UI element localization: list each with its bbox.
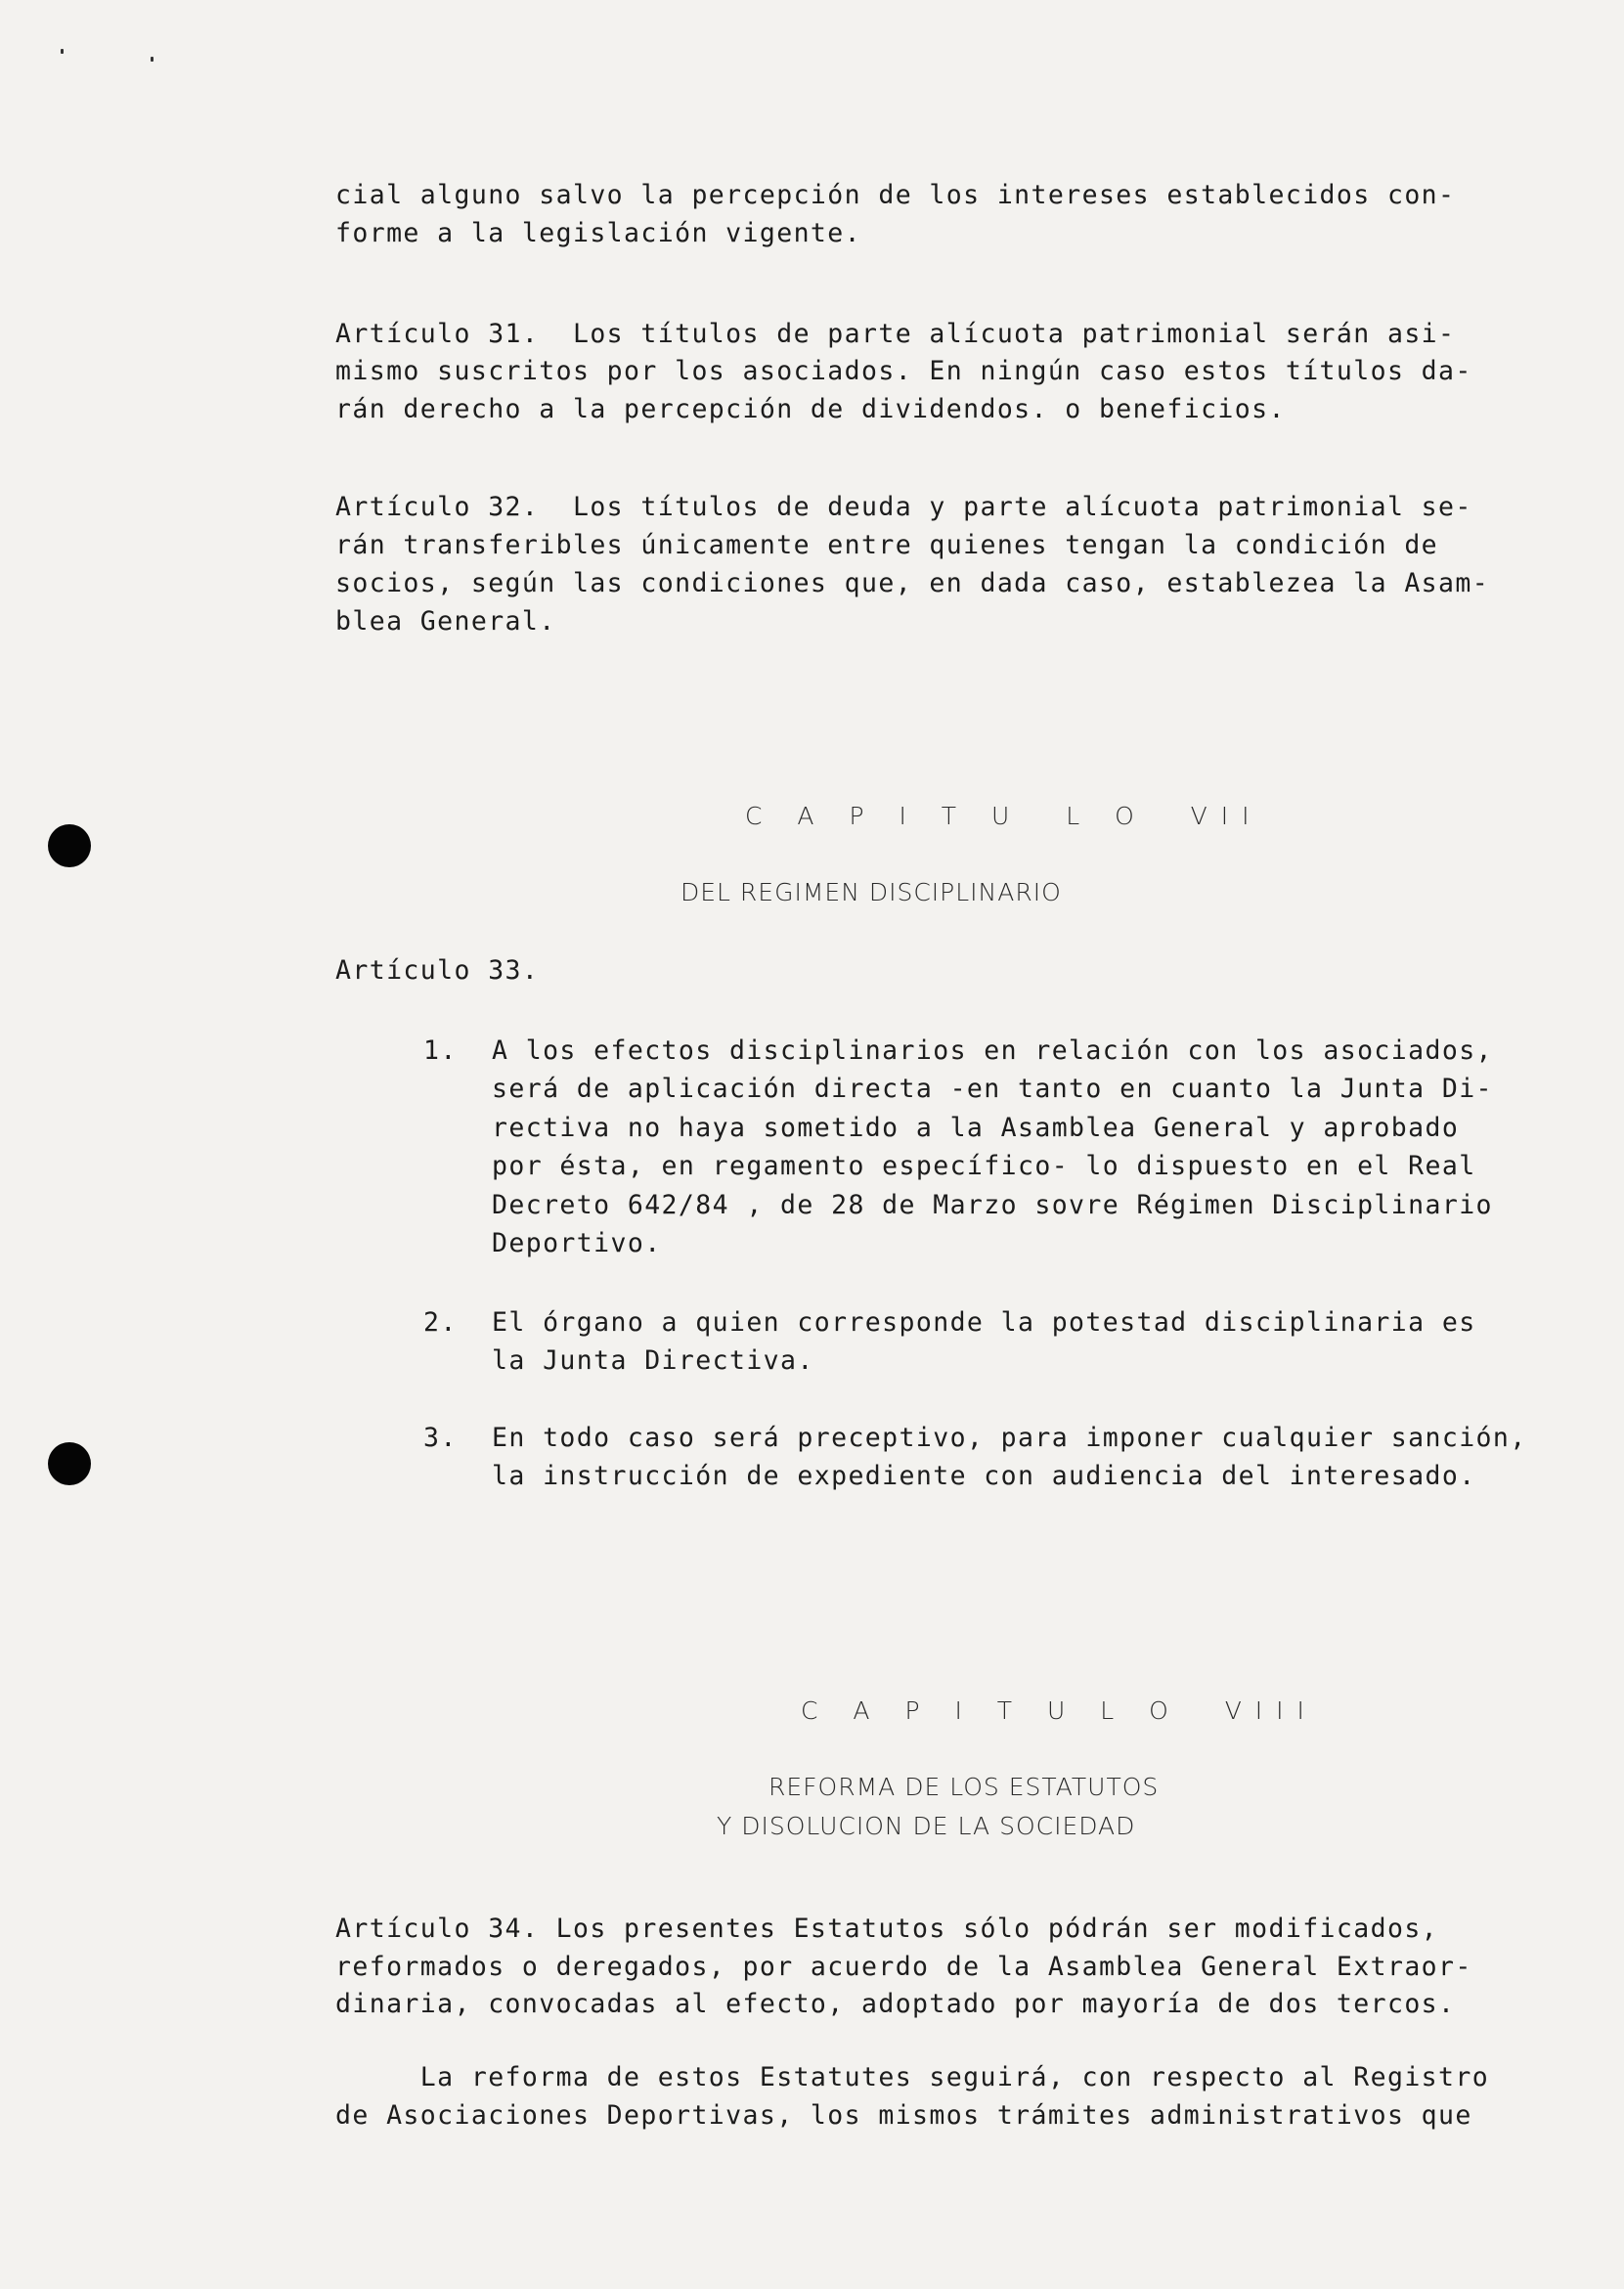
- item-1-line: rectiva no haya sometido a la Asamblea General y aprobado: [492, 1113, 1460, 1143]
- chapter-8-subtitle: REFORMA DE LOS ESTATUTOS: [768, 1773, 1160, 1801]
- article-34-line: Artículo 34. Los presentes Estatutos sólo pódrán ser modificados,: [335, 1914, 1439, 1944]
- item-3-line: la instrucción de expediente con audiencia del interesado.: [492, 1461, 1476, 1491]
- item-1-line: será de aplicación directa -en tanto en cuanto la Junta Di-: [492, 1074, 1493, 1104]
- item-1-line: por ésta, en regamento específico- lo dispuesto en el Real: [492, 1151, 1476, 1181]
- punch-hole: [48, 1442, 91, 1485]
- item-2-line: la Junta Directiva.: [492, 1345, 814, 1376]
- chapter-8-title: C A P I T U L O VIII: [801, 1696, 1318, 1725]
- item-1-line: A los efectos disciplinarios en relación con los asociados,: [492, 1035, 1493, 1066]
- article-31-line: Artículo 31. Los títulos de parte alícuota patrimonial serán asi-: [335, 319, 1456, 349]
- item-number: 2.: [423, 1307, 458, 1338]
- scan-speck: [151, 57, 154, 62]
- body-line: forme a la legislación vigente.: [335, 218, 861, 248]
- item-number: 1.: [423, 1035, 458, 1066]
- article-32-line: rán transferibles únicamente entre quienes tengan la condición de: [335, 530, 1439, 560]
- article-31-line: rán derecho a la percepción de dividendos. o beneficios.: [335, 394, 1286, 424]
- chapter-7-subtitle: DEL REGIMEN DISCIPLINARIO: [680, 878, 1062, 906]
- item-1-line: Deportivo.: [492, 1228, 662, 1258]
- punch-hole: [48, 824, 91, 867]
- item-3-line: En todo caso será preceptivo, para imponer cualquier sanción,: [492, 1423, 1527, 1453]
- article-32-line: Artículo 32. Los títulos de deuda y parte alícuota patrimonial se-: [335, 492, 1472, 522]
- item-2-line: El órgano a quien corresponde la potestad disciplinaria es: [492, 1307, 1476, 1338]
- article-32-line: socios, según las condiciones que, en dada caso, establezea la Asam-: [335, 568, 1490, 598]
- body-line: cial alguno salvo la percepción de los intereses establecidos con-: [335, 180, 1456, 210]
- item-number: 3.: [423, 1423, 458, 1453]
- item-1-line: Decreto 642/84 , de 28 de Marzo sovre Régimen Disciplinario: [492, 1190, 1493, 1220]
- article-34-line: dinaria, convocadas al efecto, adoptado por mayoría de dos tercos.: [335, 1989, 1456, 2019]
- scan-speck: [61, 49, 64, 54]
- article-34-line: reformados o deregados, por acuerdo de la Asamblea General Extraor-: [335, 1952, 1472, 1982]
- article-33-heading: Artículo 33.: [335, 955, 540, 986]
- chapter-7-title: C A P I T U L O VII: [745, 802, 1263, 830]
- closing-line: de Asociaciones Deportivas, los mismos trámites administrativos que: [335, 2100, 1472, 2131]
- article-32-line: blea General.: [335, 606, 556, 637]
- closing-line: La reforma de estos Estatutes seguirá, con respecto al Registro: [335, 2062, 1490, 2092]
- chapter-8-subtitle: Y DISOLUCION DE LA SOCIEDAD: [717, 1812, 1136, 1840]
- article-31-line: mismo suscritos por los asociados. En ningún caso estos títulos da-: [335, 356, 1472, 386]
